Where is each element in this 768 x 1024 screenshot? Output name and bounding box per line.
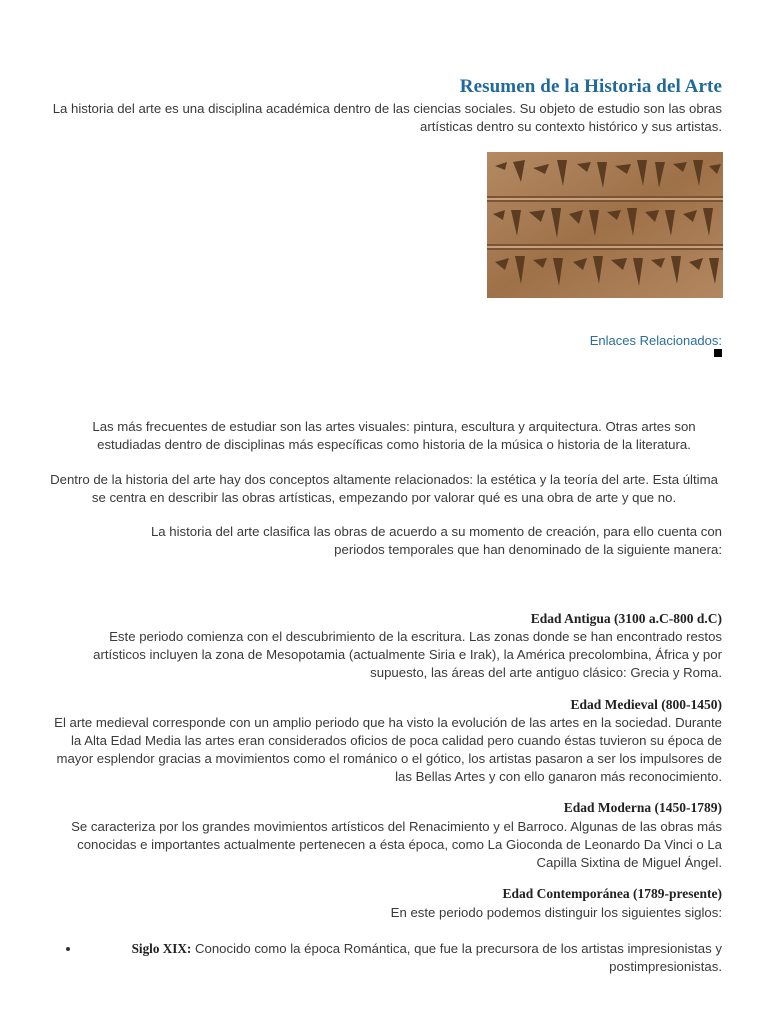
page-title: Resumen de la Historia del Arte [459, 76, 722, 97]
visual-arts-paragraph: Las más frecuentes de estudiar son las artes visuales: pintura, escultura y arquitectura. Otras artes son estudiadas dentro de disciplinas más específicas como historia de la música o historia de la literatura. [92, 419, 696, 452]
related-links-label[interactable]: Enlaces Relacionados: [589, 333, 722, 348]
square-bullet-icon [714, 349, 722, 357]
concepts-paragraph: Dentro de la historia del arte hay dos conceptos altamente relacionados: la estética y la teoría del arte. Esta última se centra en describir las obras artísticas, empezando por valorar qué es una obra de arte y que no. [50, 472, 718, 505]
section-text: En este periodo podemos distinguir los siguientes siglos: [390, 905, 722, 920]
bullet-item [120, 940, 722, 976]
section-heading: Edad Moderna (1450-1789) [563, 800, 722, 815]
bullet-label: Siglo XIX: [131, 941, 192, 956]
section-heading: Edad Antigua (3100 a.C-800 d.C) [530, 611, 722, 626]
cuneiform-tablet-image [487, 152, 723, 298]
bullet-body: Conocido como la época Romántica, que fue la precursora de los artistas impresionistas y postimpresionistas. [191, 941, 722, 974]
intro-paragraph: La historia del arte es una disciplina académica dentro de las ciencias sociales. Su objeto de estudio son las obras artísticas dentro su contexto histórico y sus artistas. [52, 101, 722, 134]
section-text: El arte medieval corresponde con un amplio periodo que ha visto la evolución de las artes en la sociedad. Durante la Alta Edad Media las artes eran considerados oficios de poca calidad pero cuando éstas tuvieron su época de mayor esplendor gracias a movimientos como el románico o el gótico, los artistas pasaron a ser los impulsores de las Bellas Artes y con ello ganaron más reconocimiento. [54, 715, 722, 784]
section-heading: Edad Medieval (800-1450) [570, 697, 722, 712]
classification-paragraph: La historia del arte clasifica las obras de acuerdo a su momento de creación, para ello cuenta con periodos temporales que han denominado de la siguiente manera: [150, 524, 722, 557]
bullet-icon [66, 947, 70, 951]
section-heading: Edad Contemporánea (1789-presente) [502, 886, 722, 901]
section-text: Este periodo comienza con el descubrimiento de la escritura. Las zonas donde se han encontrado restos artísticos incluyen la zona de Mesopotamia (actualmente Siria e Irak), la América precolombina, África y por supuesto, las áreas del arte antiguo clásico: Grecia y Roma. [93, 629, 722, 680]
section-text: Se caracteriza por los grandes movimientos artísticos del Renacimiento y el Barroco. Algunas de las obras más conocidas e importantes actualmente pertenecen a ésta época, como La Gioconda de Leonardo Da Vinci o La Capilla Sixtina de Miguel Ángel. [71, 819, 722, 870]
